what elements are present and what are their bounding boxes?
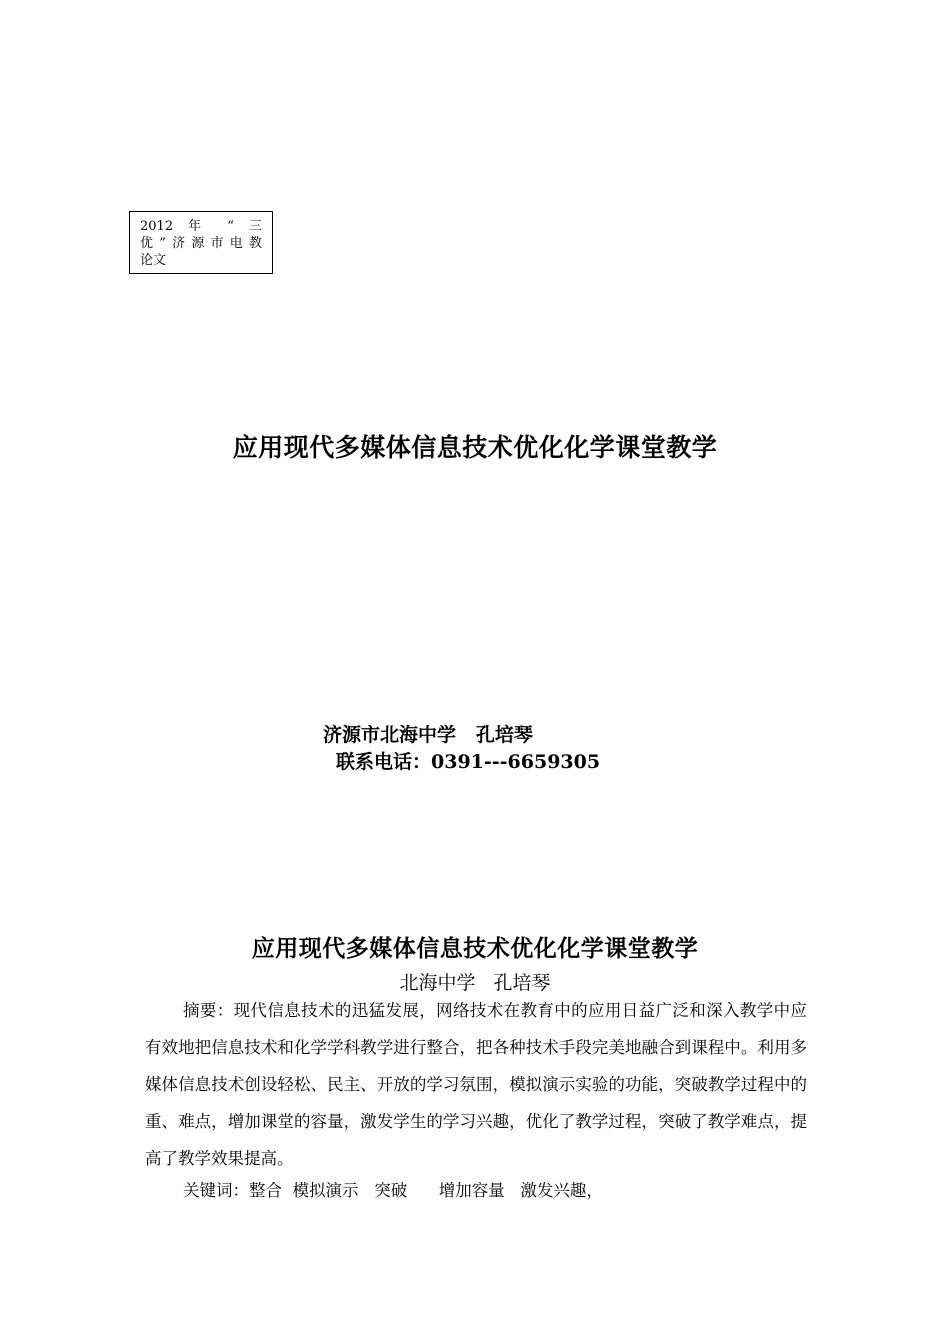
cover-phone: 联系电话：0391---6659305 bbox=[336, 751, 601, 773]
abstract-paragraph: 摘要：现代信息技术的迅猛发展，网络技术在教育中的应用日益广泛和深入教学中应有效地把信息技术和化学学科教学进行整合，把各种技术手段完美地融合到课程中。利用多媒体信息技术创设轻松、民主、开放的学习氛围，模拟演示实验的功能，突破教学过程中的重、难点，增加课堂的容量，激发学生的学习兴趣，优化了教学过程，突破了教学难点，提高了教学效果提高。 bbox=[145, 1001, 807, 1168]
cover-author: 济源市北海中学 孔培琴 bbox=[323, 724, 533, 746]
article-title: 应用现代多媒体信息技术优化化学课堂教学 bbox=[251, 935, 699, 962]
stamp-line-1: 2012 年 “ 三 bbox=[140, 219, 262, 234]
stamp-line-2: 优”济源市电教 bbox=[140, 236, 262, 251]
cover-title: 应用现代多媒体信息技术优化化学课堂教学 bbox=[232, 433, 718, 462]
category-stamp-box bbox=[129, 211, 273, 274]
stamp-line-3: 论文 bbox=[140, 253, 167, 268]
article-byline: 北海中学 孔培琴 bbox=[399, 972, 551, 994]
keywords-line: 关键词：整合 模拟演示 突破 增加容量 激发兴趣， bbox=[183, 1181, 603, 1200]
